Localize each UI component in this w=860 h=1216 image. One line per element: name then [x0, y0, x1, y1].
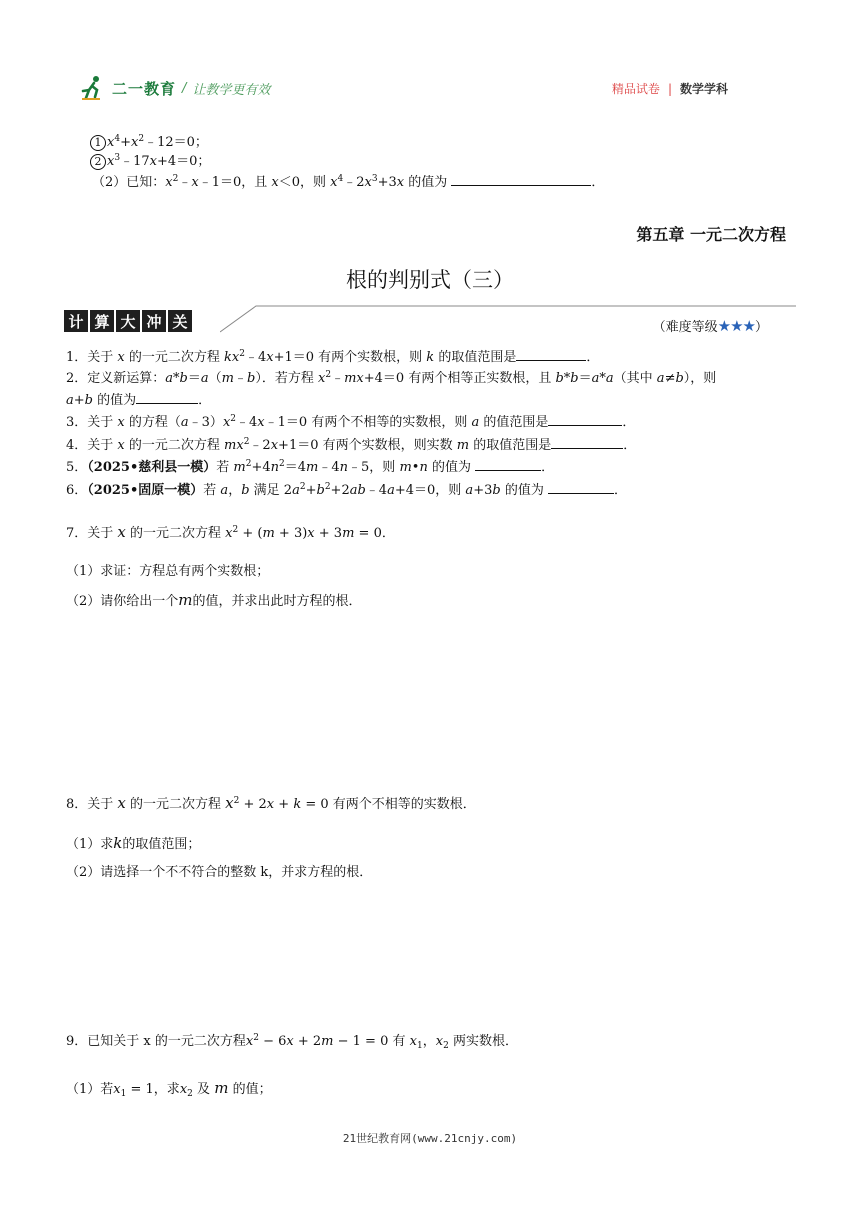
q9-tail: 两实数根． [452, 1034, 518, 1049]
q8-part1-a: （1）求 [66, 837, 114, 852]
question-7: 7．关于 x 的一元二次方程 $x^2 + (m + 3)x + 3m = 0$． [66, 523, 395, 541]
difficulty-suffix: ） [754, 320, 768, 335]
difficulty-rating [653, 316, 768, 335]
answer-blank[interactable] [136, 391, 198, 404]
q8-tail: 有两个不相等的实数根． [332, 797, 476, 812]
question-7-part-2: （2）请你给出一个m的值，并求出此时方程的根． [66, 591, 362, 609]
header-tags [612, 80, 728, 97]
slogan-divider: / [182, 80, 187, 96]
difficulty-label: （难度等级 [652, 320, 718, 335]
banner-char: 冲 [142, 310, 166, 332]
banner-char: 计 [64, 310, 88, 332]
q7-part2-a: （2）请你给出一个 [66, 594, 179, 609]
answer-blank[interactable] [516, 348, 586, 361]
q8-lead: 8．关于 [66, 797, 114, 812]
question-9: 9．已知关于 x 的一元二次方程$x^2 - 6x + 2m - 1 = 0$ 有 $x_1$，$x_2$ 两实数根． [66, 1033, 518, 1051]
answer-blank[interactable] [475, 458, 541, 471]
tag-divider: | [667, 81, 672, 96]
question-4: 4．关于 x 的一元二次方程 $mx^2﹣2x+1=0$ 有两个实数根，则实数 m 的取值范围是 ． [66, 437, 637, 453]
chapter-heading: 第五章 一元二次方程 [636, 225, 786, 244]
item-number-2: 2 [90, 154, 106, 170]
q9-lead: 9．已知关于 x 的一元二次方程 [66, 1034, 246, 1049]
q9-part1-b: ，求 [153, 1082, 180, 1097]
question-8-part-1: （1）求k的取值范围； [66, 834, 201, 852]
page-title: 根的判别式（三） [346, 268, 514, 292]
tag-subject: 数学学科 [679, 82, 728, 96]
page-footer: 21世纪教育网(www.21cnjy.com) [342, 1132, 518, 1145]
question-3: 3．关于 x 的方程$(a﹣3)x^2﹣4x﹣1=0$ 有两个不相等的实数根，则 a 的值范围是 ． [66, 414, 636, 430]
answer-blank[interactable] [548, 481, 614, 494]
question-2: 2．定义新运算：a*b＝a（m﹣b）．若方程 $x^2﹣mx+4=0$ 有两个相等正实数根，且 b*b＝a*a（其中 a≠b），则 [66, 370, 717, 386]
runner-icon [80, 75, 106, 101]
tag-premium: 精品试卷 [611, 82, 660, 96]
answer-blank[interactable] [548, 413, 622, 426]
question-5: 5．（2025•慈利县一模）若 $m^2+4n^2=4m﹣4n﹣5$，则 m•n 的值为 ． [66, 459, 555, 475]
question-7-part-1: （1）求证：方程总有两个实数根； [66, 564, 270, 579]
answer-blank[interactable] [551, 436, 623, 449]
question-8: 8．关于 x 的一元二次方程 $x^2 + 2x + k = 0$ 有两个不相等的实数根． [66, 794, 476, 812]
q9-part1-a: （1）若 [66, 1082, 114, 1097]
top-item-part2: （2）已知：$x^2﹣x﹣1=0$，且 x＜0，则 $x^4﹣2x^3+3x$ 的值为 ． [92, 174, 605, 190]
question-9-part-1: （1）若$x_1 = 1$，求$x_2$ 及 m 的值； [66, 1079, 272, 1099]
q9-part1-d: 的值； [232, 1082, 272, 1097]
q7-lead: 7．关于 [66, 526, 114, 541]
banner-char: 关 [168, 310, 192, 332]
banner-char: 算 [90, 310, 114, 332]
answer-blank[interactable] [451, 173, 591, 186]
item-number-1: 1 [90, 135, 106, 151]
question-1: 1．关于 x 的一元二次方程 $kx^2﹣4x+1=0$ 有两个实数根，则 k 的取值范围是 ． [66, 349, 600, 365]
brand-slogan: 让教学更有效 [192, 82, 271, 98]
q7-part2-b: 的值，并求出此时方程的根． [192, 594, 362, 609]
top-item-2: 2 $x^3﹣17x+4=0$； [90, 153, 210, 171]
question-8-part-2: （2）请选择一个不不符合的整数 k，并求方程的根． [66, 865, 373, 880]
section-banner [64, 310, 194, 332]
brand-name: 二一教育 [112, 79, 177, 98]
top-item-1: 1 $x^4+x^2﹣12=0$； [90, 134, 208, 152]
part2-label: （2）已知： [92, 175, 166, 190]
banner-char: 大 [116, 310, 140, 332]
question-6: 6．（2025•固原一模）若 a，b 满足 $2a^2+b^2+2ab﹣4a+4=0$，则 a+3b 的值为 ． [66, 482, 627, 498]
q8-part1-b: 的取值范围； [122, 837, 201, 852]
question-2-cont: a+b 的值为 ． [66, 393, 212, 408]
brand-logo [80, 74, 270, 102]
star-icon: ★★★ [717, 317, 755, 335]
q9-part1-c: 及 [197, 1082, 211, 1097]
